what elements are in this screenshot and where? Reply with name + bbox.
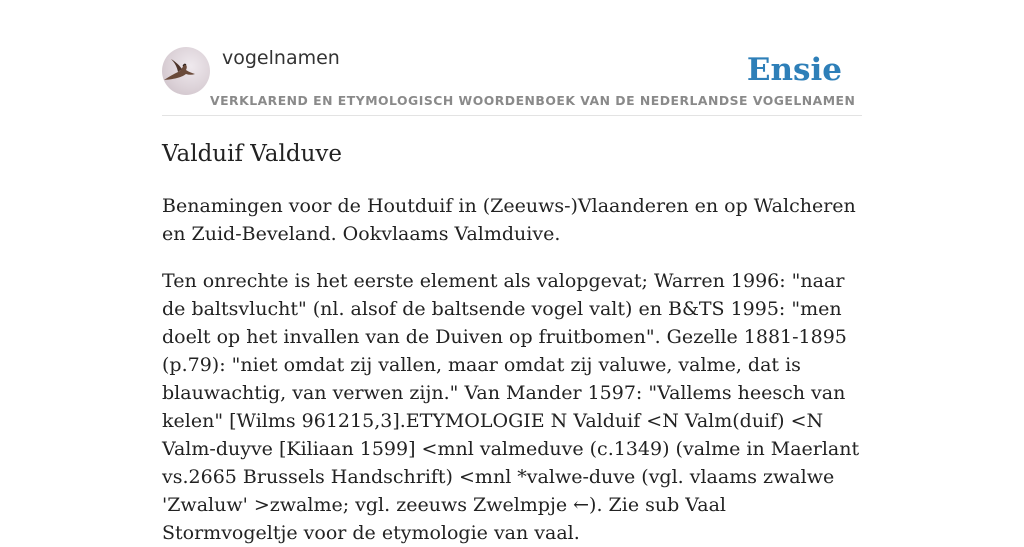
site-subtitle: VERKLAREND EN ETYMOLOGISCH WOORDENBOEK VAN DE NEDERLANDSE VOGELNAMEN — [210, 93, 856, 108]
entry-paragraph: Benamingen voor de Houtduif in (Zeeuws-)Vlaanderen en op Walcheren en Zuid-Beveland. Ookvlaams Valmduive. — [162, 195, 856, 245]
avatar[interactable] — [162, 47, 210, 95]
entry-paragraph: Ten onrechte is het eerste element als valopgevat; Warren 1996: "naar de baltsvlucht" (nl. alsof de baltsende vogel valt) en B&TS 1995: "men doelt op het invallen van de Duiven op fruitbomen". Gezelle 1881-1895 (p.79): "niet omdat zij vallen, maar omdat zij valuwe, valme, dat is blauwachtig, van verwen zijn." Van Mander 1597: "Vallems heesch van kelen" [Wilms 961215,3].ETYMOLOGIE N Valduif <N Valm(duif) <N Valm-duyve [Kiliaan 1599] <mnl valmeduve (c.1349) (valme in Maerlant vs.2665 Brussels Handschrift) <mnl *valwe-duve (vgl. vlaams zwalwe 'Zwaluw' >zwalme; vgl. zeeuws Zwelmpje ←). Zie sub Vaal Stormvogeltje voor de etymologie van vaal. — [162, 270, 860, 544]
brand-logo[interactable]: Ensie — [746, 52, 842, 88]
entry-title: Valduif Valduve — [162, 141, 342, 167]
site-name[interactable]: vogelnamen — [222, 47, 340, 69]
header-divider — [162, 115, 862, 116]
bird-in-flight-icon — [162, 47, 210, 95]
entry-content — [162, 138, 862, 547]
